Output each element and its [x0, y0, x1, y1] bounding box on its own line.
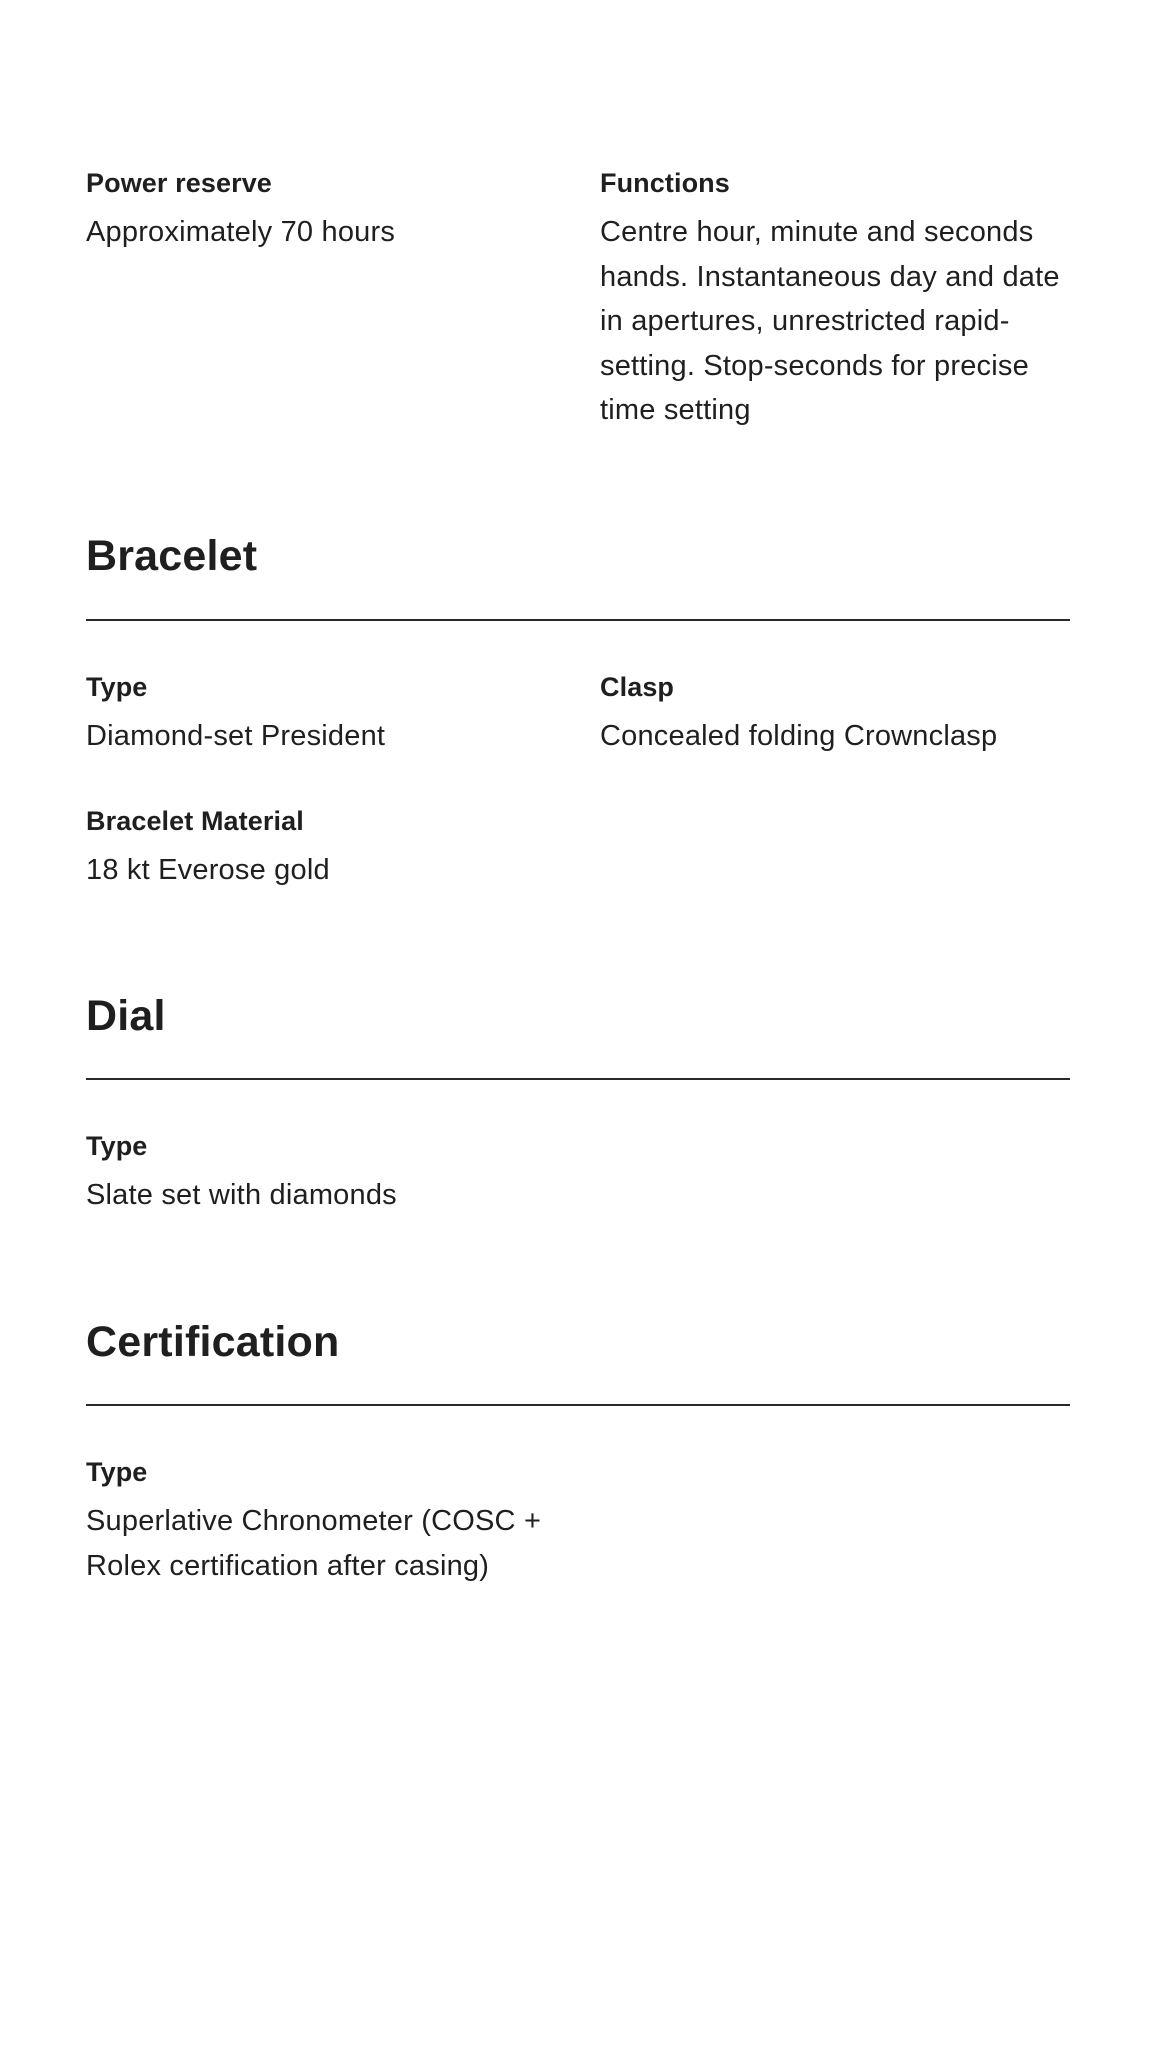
section-divider [86, 619, 1070, 621]
spec-bracelet-clasp [600, 670, 1070, 759]
section-title-bracelet: Bracelet [86, 532, 258, 580]
spec-value: Centre hour, minute and seconds hands. Instantaneous day and date in apertures, unrestricted rapid-setting. Stop-seconds for precise time setting [600, 216, 1060, 426]
spec-value: Concealed folding Crownclasp [600, 720, 998, 752]
spec-certification-type [86, 1455, 1070, 1588]
spec-bracelet-type [86, 670, 600, 759]
spec-functions [600, 166, 1070, 433]
spec-value: Approximately 70 hours [86, 216, 396, 248]
bracelet-specs-row [86, 804, 1070, 893]
spec-label: Power reserve [86, 168, 272, 198]
bracelet-specs-row [86, 670, 1070, 759]
spec-power-reserve [86, 166, 600, 433]
dial-specs-row [86, 1129, 1070, 1218]
movement-specs [86, 166, 1070, 433]
section-divider [86, 1078, 1070, 1080]
spec-value: 18 kt Everose gold [86, 854, 330, 886]
spec-label: Type [86, 1457, 148, 1487]
spec-label: Functions [600, 168, 730, 198]
spec-value: Diamond-set President [86, 720, 386, 752]
section-divider [86, 1404, 1070, 1406]
spec-bracelet-material [86, 804, 600, 893]
spec-label: Clasp [600, 672, 675, 702]
certification-specs-row [86, 1455, 1070, 1588]
section-title-dial: Dial [86, 992, 166, 1040]
section-title-certification: Certification [86, 1318, 340, 1366]
spec-label: Type [86, 672, 148, 702]
spec-label: Type [86, 1131, 148, 1161]
spec-dial-type [86, 1129, 600, 1218]
spec-value: Superlative Chronometer (COSC + Rolex certification after casing) [86, 1505, 542, 1582]
spec-label: Bracelet Material [86, 806, 304, 836]
spec-value: Slate set with diamonds [86, 1179, 397, 1211]
